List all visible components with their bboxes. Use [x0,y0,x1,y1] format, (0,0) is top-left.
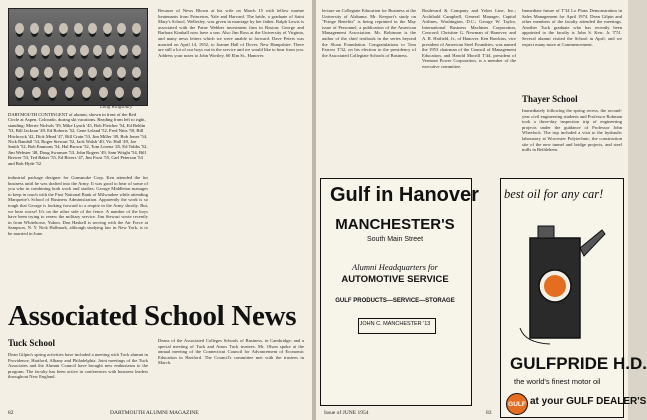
issue-date: Issue of JUNE 1954 [324,410,369,416]
body-column-2: Because of News Blown at his wife on March 15 with fellow marine lieutenants from Princeton, Yale and Harvard. The bride, a graduate of Saint Mary's School, Wellesley, was given in marriage by her father. Ralph Lewis is associated with the Paine Webber investment firm in Boston; George and Barbara Kimball now have a son. Also Jim Ross at the University of Virginia, and many news letters which we were unable to forward. Dave Peters was married on April 14, 1952, to Joanne Hall of Dover, New Hampshire. There are still a lot of our boys out in the service and we would like to hear from you. Address your notes to John Wortley, 60 Elm St., Hanover. [158,8,304,58]
best-oil-slogan: best oil for any car! [504,187,604,201]
group-photo [8,8,148,106]
automotive-service: AUTOMOTIVE SERVICE [341,274,449,285]
left-page [0,0,312,420]
magazine-footer: DARTMOUTH ALUMNI MAGAZINE [110,410,199,416]
manchester-address: South Main Street [366,236,424,243]
oil-can-illustration [510,208,610,348]
manchester-ad [320,178,472,406]
right-page [316,0,647,420]
thayer-body: Immediately following the spring recess, the second-year civil engineering students and Professor Rohman took a three-day inspection trip of engineering projects under the guidance of Professor John Wheelock. The trip included a visit to the hydraulic laboratory at Worcester Polytechnic, the construction site of the new tunnel and bridge projects, and steel mills in Bethlehem. [522,108,622,153]
photo-credit: Long Kingsbury [100,105,133,110]
gulfpride-title: GULFPRIDE H.D. [510,354,647,373]
right-body-column-2: Boulevard & Company and Yokes Line, Inc.; Archibald Campbell, General Manager, Capital Airlines, Washington, D.C.; George W. Taylor, International Business Machines Corporation, Concord; Christine G. Newman of Hanover; and A. R. Hatfield, Jr., of Hanover. Ken Hawkins, vice president of American Steel Foundries, was named the 1953 chairman of the Council of Management Education, and Harold Morrill T'44, president of Vermont Power Corporation, is a member of the executive committee. [422,8,516,69]
section-title: Associated School News [8,300,297,332]
body-column-1: industrial package designer for Gunsmoke Corp. Ken attended the fur business until he was drafted into the Army. It was good to hear of some of you who in combining both work and studies. George Middleton manages to keep in touch with the First National Bank of Milwaukee while attending Marquette's School of Business Administration. Apparently the work is so tough that George is looking forward to a respite in the Army shortly. But, we hear worse! It's on the other side of the fence. A number of the boys have been trying to renew the military service. Jim Stewart wrote recently in from Whitehorse, Yukon. Don Haskell is serving with the Air Force at Sampson, N. Y. Nick Hallmark, although studying law in New York, is to be married in June. [8,175,148,236]
manchester-tagline: Alumni Headquarters for [352,262,438,272]
page-number-left: 82 [8,410,14,416]
manchester-name: MANCHESTER'S [335,216,455,233]
tuck-school-heading: Tuck School [8,338,55,348]
tuck-column-1: Dean Gilpin's spring activities have included a meeting with Tuck alumni in Providence, Hartford, Albany and Philadelphia. Joint meetings of the Tuck Associates and the Alumni Council have brought new enthusiasm to the program. The faculty has been active in conferences with business leaders throughout New England. [8,352,148,380]
gulf-in-hanover-heading: Gulf in Hanover [330,184,479,206]
photo-caption: DARTMOUTH CONTINGENT of alumni, shown in front of the Red Circle at Aspen, Colorado, during ski vacations. Reading from left to right, standing: Merrie Nichols '39, Mike Lynch '45, Bob Fletcher '54, Ed Rehlin '53, Bill Jackson '49, Ed Roberts '52, Gene Leland '52, Fred Nitts '50, Bill Hitchcock '42, Dick Mead '47, Bill Crain '53, Jim Miller '49, Bob Jones '54, Nick Randall '54, Roger Stewart '52, Jack Walsh '40, Vic Hall '49, Joe Smith '52, Bob Emmons '54, Hal Brown '52, Tom Lorenz '45, Ed Tubbs '52, Jim Webster '48, Doug Swanson '53, John Rogers '49, Sam Wright '54, Bill Brewer '53, Ted Baker '55, Ed Rivers '47, Jim Frost '55, Carl Peterson '54 and Bob Hyde '52. [8,112,148,166]
gulf-logo-icon: GULF [506,393,528,415]
finest-motor-oil: the world's finest motor oil [514,377,601,386]
tuck-column-2: Deans of the Associated Colleges Schools of Business, in Cambridge; and a special meeting of Tuck and Amos Tuck trustees. Mr. Olson spoke at the annual meeting of the Connecticut Council for Advancement of Economic Education in Hartford. The Council's committee met with the trustees in March. [158,338,304,366]
right-body-column-1: lecture on Collegiate Education for Business at the University of Alabama. Mr. Keeport's study on "Fringe Benefits" is being reprinted in the May issue of Personnel, a publication of the American Management Association. Mr. Robinson is the author of the chief textbook in the series beyond the Sloan Foundation. Congratulations to Tom Farrow T'32, on his election to the presidency of the Associated Collegiate Schools of Business. [322,8,416,58]
gulf-products-line: GULF PRODUCTS—SERVICE—STORAGE [335,298,455,304]
page-number-right: 83 [486,410,492,416]
manchester-owner: JOHN C. MANCHESTER '13 [359,321,431,327]
thayer-school-heading: Thayer School [522,94,578,104]
gulf-dealer-line: at your GULF DEALER'S [530,396,647,407]
right-body-column-3: Immediate future of T'34 Lo Plans Demonstration in Sales Management for April 1974. Dean Gilpin and other members of the faculty attended the meetings. Another Tuck graduate who has recently been appointed to the faculty is John S. Kerr, Jr. T'51. Several alumni visited the School in April, and we expect many more at Commencement. [522,8,622,47]
